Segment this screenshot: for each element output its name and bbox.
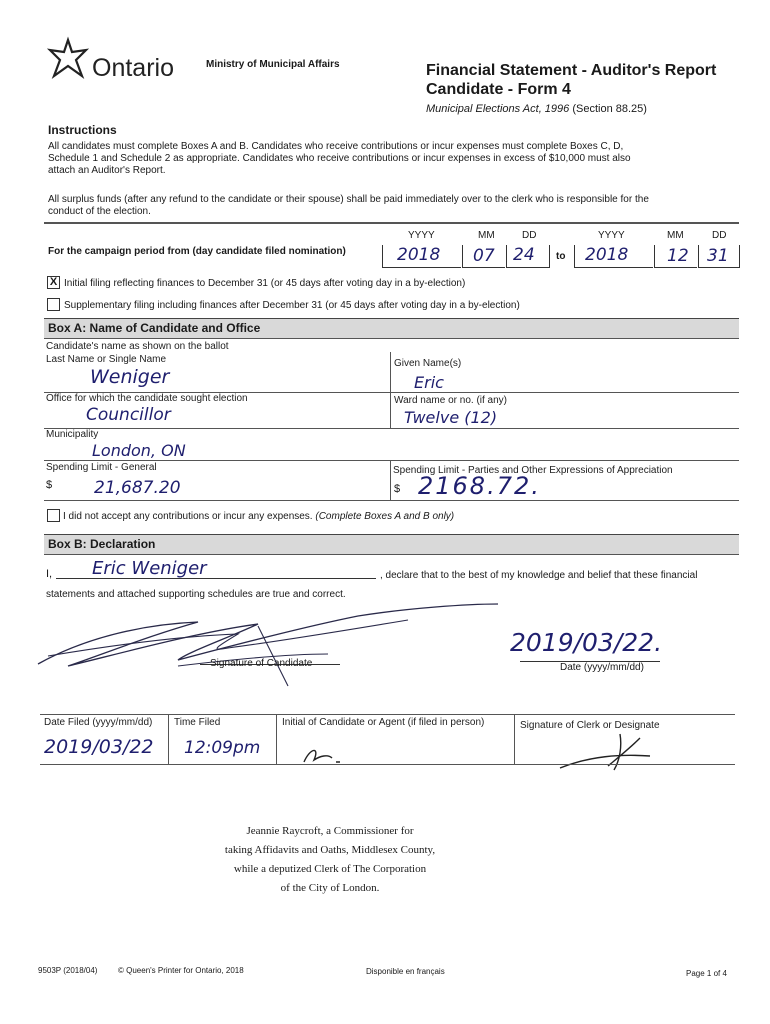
given-name-label: Given Name(s) [394, 358, 462, 369]
page-number: Page 1 of 4 [686, 969, 727, 978]
from-year-box[interactable] [382, 245, 461, 268]
instructions-para1 [48, 141, 748, 177]
divider [44, 428, 739, 429]
date-filed-value[interactable]: 2019/03/22 [44, 736, 154, 758]
declaration-i: I, [46, 568, 53, 580]
mm-header: MM [667, 230, 684, 241]
form-subtitle: Candidate - Form 4 [426, 81, 571, 98]
to-day-value: 31 [707, 246, 729, 266]
municipality-value[interactable]: London, ON [92, 441, 186, 460]
ontario-logo [46, 36, 186, 84]
ballot-name-label: Candidate's name as shown on the ballot [46, 341, 229, 352]
office-label: Office for which the candidate sought election [46, 393, 248, 404]
yyyy-header: YYYY [598, 230, 625, 241]
from-month-value: 07 [473, 246, 495, 266]
spending-general-dollar: $ [46, 479, 53, 491]
declaration-text-2: statements and attached supporting schedules are true and correct. [46, 589, 346, 600]
divider [390, 392, 391, 428]
divider [390, 460, 391, 500]
period-label: For the campaign period from (day candidate filed nomination) [48, 246, 346, 257]
declaration-date-value[interactable]: 2019/03/22. [510, 628, 663, 657]
to-day-box[interactable] [698, 245, 740, 268]
signature-label: Signature of Candidate [210, 658, 313, 669]
french-version: Disponible en français [366, 967, 445, 976]
commissioner-stamp [200, 822, 460, 898]
from-year-value: 2018 [397, 245, 441, 265]
period-to-label: to [556, 251, 566, 262]
last-name-label: Last Name or Single Name [46, 354, 167, 365]
to-month-box[interactable] [654, 245, 697, 268]
logo-wordmark: Ontario [92, 54, 174, 82]
spending-general-value[interactable]: 21,687.20 [94, 478, 181, 498]
supplementary-filing-label: Supplementary filing including finances after December 31 (or 45 days after voting day in a by-election) [64, 300, 520, 311]
name-underline [56, 578, 376, 579]
divider [514, 714, 515, 764]
stamp-line: of the City of London. [280, 882, 380, 894]
spending-parties-value[interactable]: 2168.72. [418, 472, 541, 500]
last-name-value[interactable]: Weniger [90, 366, 170, 388]
box-b-heading: Box B: Declaration [44, 534, 739, 554]
ministry-name: Ministry of Municipal Affairs [206, 59, 340, 70]
dd-header: DD [522, 230, 537, 241]
declaration-date-label: Date (yyyy/mm/dd) [560, 662, 644, 673]
divider [44, 222, 739, 224]
act-name: Municipal Elections Act, 1996 [426, 103, 570, 115]
from-day-box[interactable] [506, 245, 550, 268]
from-month-box[interactable] [462, 245, 505, 268]
form-title: Financial Statement - Auditor's Report [426, 62, 717, 79]
agent-initial-mark[interactable] [300, 740, 360, 770]
no-contributions-label [63, 511, 454, 522]
time-filed-value[interactable]: 12:09pm [184, 738, 261, 758]
divider [390, 352, 391, 392]
divider [44, 338, 739, 339]
dd-header: DD [712, 230, 727, 241]
divider [276, 714, 277, 764]
initial-filing-checkbox[interactable]: X [47, 276, 60, 289]
instructions-line: All candidates must complete Boxes A and B. Candidates who receive contributions or incur expenses must complete Boxes C, D, [48, 141, 624, 152]
act-section: (Section 88.25) [569, 103, 647, 115]
no-contrib-note: (Complete Boxes A and B only) [312, 511, 455, 522]
clerk-signature-label: Signature of Clerk or Designate [520, 720, 660, 731]
date-filed-label: Date Filed (yyyy/mm/dd) [44, 717, 153, 728]
yyyy-header: YYYY [408, 230, 435, 241]
time-filed-label: Time Filed [174, 717, 221, 728]
copyright: © Queen's Printer for Ontario, 2018 [118, 966, 244, 975]
municipality-label: Municipality [46, 429, 99, 440]
from-day-value: 24 [513, 245, 535, 265]
trillium-icon [46, 36, 92, 80]
stamp-line: taking Affidavits and Oaths, Middlesex County, [224, 844, 436, 856]
declarant-name[interactable]: Eric Weniger [92, 558, 207, 579]
stamp-line: while a deputized Clerk of The Corporation [233, 863, 427, 875]
spending-general-label: Spending Limit - General [46, 462, 157, 473]
no-contributions-checkbox[interactable] [47, 509, 60, 522]
divider [168, 714, 169, 764]
instructions-line: conduct of the election. [48, 206, 151, 217]
to-year-value: 2018 [585, 245, 629, 265]
divider [44, 500, 739, 501]
divider [40, 714, 735, 715]
stamp-line: Jeannie Raycroft, a Commissioner for [246, 825, 414, 837]
ward-value[interactable]: Twelve (12) [404, 408, 498, 427]
divider [44, 460, 739, 461]
clerk-signature-mark[interactable] [550, 726, 660, 776]
candidate-signature[interactable] [28, 596, 528, 706]
supplementary-filing-checkbox[interactable] [47, 298, 60, 311]
act-reference [426, 103, 647, 115]
office-value[interactable]: Councillor [86, 405, 171, 425]
ward-label: Ward name or no. (if any) [394, 395, 508, 406]
divider [44, 554, 739, 555]
box-a-heading: Box A: Name of Candidate and Office [44, 318, 739, 338]
no-contrib-text: I did not accept any contributions or incur any expenses. [63, 511, 313, 522]
given-name-value[interactable]: Eric [414, 373, 444, 392]
divider [40, 764, 735, 765]
form-code: 9503P (2018/04) [38, 966, 98, 975]
declaration-text: , declare that to the best of my knowledge and belief that these financial [380, 570, 698, 581]
to-year-box[interactable] [574, 245, 653, 268]
instructions-para2 [48, 194, 748, 218]
instructions-line: All surplus funds (after any refund to the candidate or their spouse) shall be paid immediately over to the clerk who is responsible for the [48, 194, 649, 205]
to-month-value: 12 [667, 246, 689, 266]
instructions-line: Schedule 1 and Schedule 2 as appropriate. Candidates who receive contributions or incur expenses in excess of $10,000 must also [48, 153, 631, 164]
spending-parties-dollar: $ [394, 483, 401, 495]
mm-header: MM [478, 230, 495, 241]
spending-parties-label: Spending Limit - Parties and Other Expressions of Appreciation [393, 465, 673, 476]
initial-label: Initial of Candidate or Agent (if filed in person) [282, 717, 485, 728]
instructions-line: attach an Auditor's Report. [48, 165, 166, 176]
instructions-heading: Instructions [48, 123, 117, 137]
initial-filing-label: Initial filing reflecting finances to December 31 (or 45 days after voting day in a by-election) [64, 278, 466, 289]
